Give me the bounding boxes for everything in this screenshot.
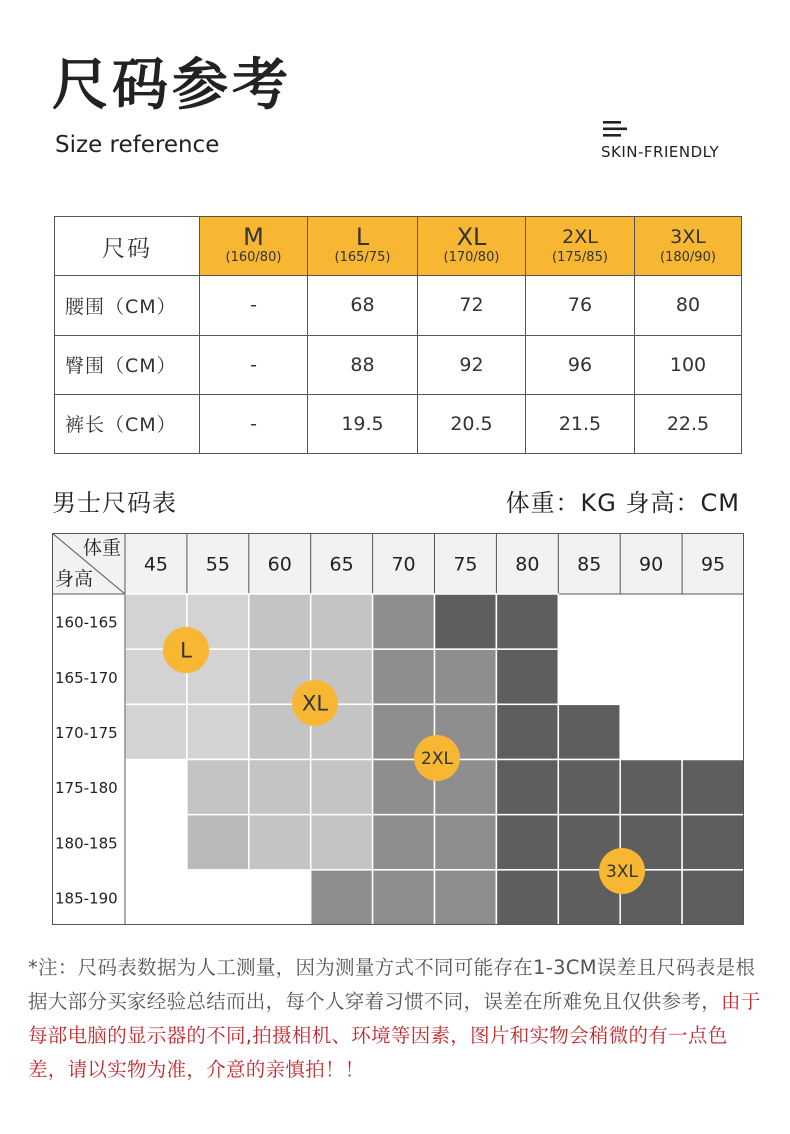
table-cell: 76: [526, 276, 635, 335]
note-text: *注：尺码表数据为人工测量，因为测量方式不同可能存在1-3CM误差且尺码表是根据大部分买家经验总结而出，每个人穿着习惯不同，误差在所难免且仅供参考，: [28, 956, 756, 1013]
size-name: L: [355, 223, 370, 252]
grid-cell: [496, 760, 558, 815]
skin-friendly-tag: SKIN-FRIENDLY: [601, 143, 720, 161]
grid-cell: [496, 594, 558, 649]
size-spec: (175/85): [552, 250, 608, 266]
weight-label: 55: [205, 553, 230, 576]
grid-cell: [682, 815, 744, 870]
grid-cell: [311, 594, 373, 649]
row-label: 裤长（CM）: [55, 394, 200, 453]
size-badge-label: 2XL: [421, 749, 453, 770]
grid-cell: [373, 815, 435, 870]
size-header-l: [308, 217, 418, 276]
grid-cell: [373, 594, 435, 649]
table-cell: 72: [418, 276, 526, 335]
size-name: 3XL: [670, 226, 706, 249]
size-row-hip: [55, 335, 742, 394]
size-header-2xl: [526, 217, 635, 276]
table-cell: 20.5: [418, 394, 526, 453]
table-cell: 100: [635, 335, 742, 394]
grid-cell: [125, 704, 187, 759]
grid-cell: [558, 704, 620, 759]
table-cell: -: [200, 335, 308, 394]
table-cell: 80: [635, 276, 742, 335]
men-size-grid: [52, 533, 744, 925]
grid-cell: [435, 594, 497, 649]
grid-cell: [496, 815, 558, 870]
page-subtitle: Size reference: [55, 132, 220, 158]
weight-label: 70: [391, 553, 416, 576]
table-cell: 96: [526, 335, 635, 394]
weight-label: 45: [143, 553, 169, 576]
size-header-row: [55, 217, 742, 276]
men-chart-title: 男士尺码表: [52, 489, 177, 517]
chart-units: 体重：KG 身高：CM: [505, 489, 740, 517]
grid-cell: [496, 870, 558, 925]
page-title: 尺码参考: [52, 53, 292, 118]
size-table: [54, 216, 742, 454]
height-label: 165-170: [55, 668, 118, 687]
menu-lines-icon: [603, 119, 631, 139]
height-label: 170-175: [55, 723, 118, 742]
size-header-3xl: [635, 217, 742, 276]
table-cell: 21.5: [526, 394, 635, 453]
weight-label: 65: [329, 553, 354, 576]
corner-weight-label: 体重: [82, 537, 121, 559]
grid-cell: [620, 760, 682, 815]
grid-cell: [558, 760, 620, 815]
table-cell: -: [200, 394, 308, 453]
weight-label: 95: [700, 553, 726, 576]
grid-cell: [249, 815, 311, 870]
grid-cell: [435, 815, 497, 870]
size-spec: (165/75): [334, 250, 391, 266]
grid-cell: [435, 870, 497, 925]
size-badge-label: XL: [301, 691, 329, 716]
table-cell: 88: [308, 335, 418, 394]
table-cell: 92: [418, 335, 526, 394]
grid-cell: [311, 760, 373, 815]
size-badge-label: L: [180, 638, 192, 663]
size-spec: (160/80): [225, 250, 282, 266]
grid-cell: [496, 649, 558, 704]
size-row-waist: [55, 276, 742, 335]
grid-cell: [249, 594, 311, 649]
table-cell: 22.5: [635, 394, 742, 453]
weight-label: 90: [639, 553, 664, 576]
size-name: M: [243, 223, 264, 252]
height-label: 180-185: [55, 834, 118, 853]
grid-cell: [187, 704, 249, 759]
size-header-xl: [418, 217, 526, 276]
height-label: 175-180: [55, 779, 118, 798]
grid-cell: [496, 704, 558, 759]
grid-cell: [435, 649, 497, 704]
table-cell: 19.5: [308, 394, 418, 453]
grid-cell: [682, 870, 744, 925]
size-name: 2XL: [562, 226, 598, 249]
size-header-m: [200, 217, 308, 276]
size-spec: (180/90): [660, 250, 716, 266]
size-name: XL: [456, 223, 487, 252]
grid-cell: [373, 870, 435, 925]
size-corner-label: 尺码: [55, 217, 200, 276]
row-label: 腰围（CM）: [55, 276, 200, 335]
weight-label: 60: [267, 553, 292, 576]
table-cell: -: [200, 276, 308, 335]
size-badge-label: 3XL: [606, 862, 638, 883]
height-label: 185-190: [55, 889, 118, 908]
note-warning: 由于每部电脑的显示器的不同,拍摄相机、环境等因素，图片和实物会稍微的有一点色差，请以实物为准，介意的亲慎拍！！: [28, 989, 761, 1081]
grid-cell: [187, 760, 249, 815]
corner-height-label: 身高: [55, 568, 94, 590]
row-label: 臀围（CM）: [55, 335, 200, 394]
weight-label: 80: [515, 553, 540, 576]
weight-label: 85: [577, 553, 602, 576]
size-spec: (170/80): [443, 250, 500, 266]
height-label: 160-165: [55, 613, 118, 632]
table-cell: 68: [308, 276, 418, 335]
grid-cell: [311, 815, 373, 870]
grid-cell: [682, 760, 744, 815]
weight-label: 75: [453, 553, 478, 576]
grid-cell: [311, 870, 373, 925]
size-row-length: [55, 394, 742, 453]
disclaimer-note: [28, 951, 764, 1087]
grid-cell: [187, 815, 249, 870]
grid-cell: [249, 760, 311, 815]
grid-cell: [373, 649, 435, 704]
